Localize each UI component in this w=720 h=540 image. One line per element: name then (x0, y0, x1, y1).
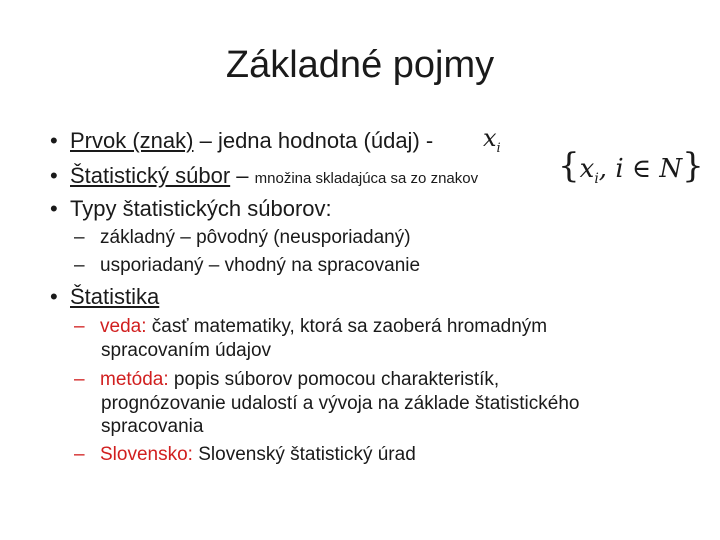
bullet-statistika (50, 284, 159, 310)
sub-dash: – (74, 227, 85, 248)
bullet-prvok (50, 128, 433, 154)
sub-dash: – (74, 444, 85, 465)
dash: – (230, 163, 255, 188)
formula-subscript: i (594, 171, 599, 188)
text-slovensko: Slovenský štatistický úrad (192, 444, 416, 465)
sub-dash: – (74, 369, 85, 390)
bullet-statisticky-subor (50, 163, 478, 189)
formula-subscript: i (496, 140, 501, 156)
term-statisticky-subor: Štatistický súbor (70, 163, 231, 188)
sub-item-usporiadany (74, 255, 420, 277)
sub-item-slovensko (74, 444, 416, 466)
formula-condition: , i ∈ N (598, 154, 683, 184)
sub-dash: – (74, 255, 85, 276)
bullet-typy-text: Typy štatistických súborov: (70, 196, 332, 221)
sub-item-veda-cont: spracovaním údajov (101, 340, 272, 361)
formula-brace-close: } (682, 146, 704, 186)
term-prvok: Prvok (znak) (70, 128, 194, 153)
bullet-typy (50, 196, 332, 222)
sub-dash: – (74, 316, 85, 337)
sub-item-metoda-cont-2: spracovania (101, 416, 204, 437)
sub-item-metoda (74, 369, 499, 391)
sub-item-text: základný – pôvodný (neusporiadaný) (100, 227, 411, 248)
label-slovensko: Slovensko: (100, 444, 193, 465)
definition-prvok: – jedna hodnota (údaj) - (193, 128, 434, 153)
bullet-dot: • (50, 128, 58, 153)
formula-set (558, 146, 704, 187)
text-veda: časť matematiky, ktorá sa zaoberá hromadným (146, 316, 548, 337)
formula-brace-open: { (558, 146, 580, 186)
formula-xi (483, 124, 501, 156)
formula-x: x (579, 154, 595, 184)
bullet-dot: • (50, 163, 58, 188)
sub-item-text: usporiadaný – vhodný na spracovanie (100, 255, 421, 276)
slide-title: Základné pojmy (225, 44, 495, 86)
bullet-dot: • (50, 284, 58, 309)
definition-statisticky-subor: množina skladajúca sa zo znakov (254, 170, 479, 187)
sub-item-metoda-cont-1: prognózovanie udalostí a vývoja na základe štatistického (101, 393, 580, 414)
text-metoda: popis súborov pomocou charakteristík, (168, 369, 500, 390)
term-statistika: Štatistika (70, 284, 160, 309)
bullet-dot: • (50, 196, 58, 221)
label-veda: veda: (100, 316, 147, 337)
label-metoda: metóda: (100, 369, 169, 390)
sub-item-veda (74, 316, 547, 338)
sub-item-zakladny (74, 227, 411, 249)
formula-x: x (483, 124, 497, 152)
